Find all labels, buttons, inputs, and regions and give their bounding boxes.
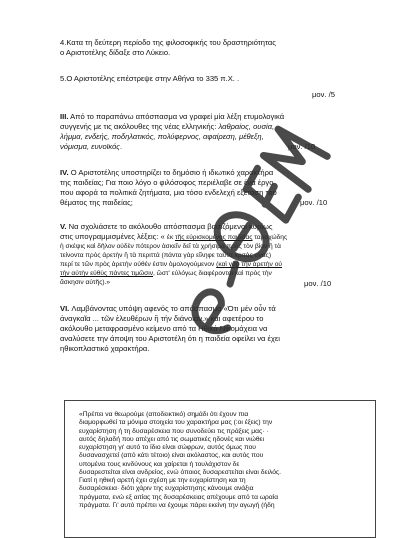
- quote-line: ευχαρίστηση ή τη δυσαρέσκεια που συνοδεύει τις πράξεις μας· ·: [79, 427, 269, 435]
- sec6-prompt-1: Λαμβάνοντας υπόψη αφενός το απόσπασμα «Ότι μέν οὖν τά: [71, 304, 276, 313]
- quote-box: [64, 400, 376, 538]
- sec5-prompt-2: στις υπογραμμισμένες λέξεις: «: [60, 232, 165, 241]
- sec5-greek-1-plain: ἐκ τῆς εὐρισκομένης παιδείας ταραχώδης: [166, 234, 288, 241]
- quote-line: υπομένει τους κινδύνους και χαίρεται ή τουλάχιστον δε: [79, 460, 240, 468]
- sec6-line-1: [60, 304, 378, 314]
- sec6-prompt-4: αναλύσετε την άποψη του Αριστοτέλη ότι η παιδεία οφείλει να έχει: [60, 334, 280, 343]
- sec6-label: VI.: [60, 304, 70, 313]
- sec5-greek-3: τείνοντα πρὸς ἀρετὴν ἢ τὰ περιττά (πάντα γὰρ εἴληφε ταῦτα κριτάς τινας): [60, 252, 272, 259]
- sec6-prompt-2: ἀναγκαῖα ... τῶν ἐλευθέρων ἢ τήν διάνοιαν.» και αφετέρου το: [60, 314, 264, 323]
- quote-line: Γιατί η ηθική αρετή έχει σχέση με την ευχαρίστηση και τη: [79, 477, 246, 484]
- sec3-words-2: λήμμα, ενδεής, ποδηλατικός, πολύφερνος, αφαίρεση, μέθεξη,: [60, 132, 264, 141]
- sec3-line-2: [60, 122, 378, 132]
- sec5-greek-6: ἄσκησιν αὐτῆς).»: [60, 279, 111, 286]
- sec5-greek-2: ἡ σκέψις καὶ δῆλον οὐδὲν πότερον ἀσκεῖν δεῖ τὰ χρήσιμα πρὸς τὸν βίον ἢ τὰ: [60, 243, 281, 250]
- sec3-words-1: λαθραίος, ουσία,: [218, 122, 275, 131]
- sec5-greek-4: περί τε τῶν πρὸς ἀρετὴν οὐθέν ἐστιν ὁμολογούμενον (καὶ γὰρ τὴν ἀρετὴν οὐ: [60, 261, 282, 268]
- sec3-prompt-1: Από το παραπάνω απόσπασμα να γραφεί μία λέξη ετυμολογικά: [70, 112, 285, 121]
- quote-line: αυτός δηλαδή που απέχει από τις σωματικές ηδονές και νιώθει: [79, 435, 265, 443]
- sec5-greek-underlined-1: τῆς εὐρισκομένης παιδείας: [174, 234, 253, 241]
- quote-line: ευχαρίστηση γι' αυτό το ίδιο είναι σώφρων, αυτός όμως που: [79, 444, 256, 451]
- sec5-label: V.: [60, 222, 67, 231]
- sec5-line-1: [60, 222, 378, 232]
- sec3-prompt-2: συγγενής με τις ακόλουθες της νέας ελληνικής:: [60, 122, 217, 131]
- quote-line: δυσαρέσκεια· διότι χάριν της ευχαρίστησης κάνουμε ανάξια: [79, 485, 254, 493]
- sec5-greek-5-rest: , ὥστ' εὐλόγως διαφέρονται καὶ πρὸς τὴν: [153, 270, 272, 277]
- sec5-prompt-1: Να σχολιάσετε το ακόλουθο απόσπασμα βασιζόμενοι κυρίως: [68, 222, 273, 231]
- sec4-prompt-2: της παιδείας; Για ποιο λόγο ο φιλόσοφος περιέλαβε σε ένα έργο: [60, 178, 274, 187]
- sec4-label: ΙV.: [60, 168, 69, 177]
- quote-line: πράγματα, ενώ εξ αιτίας της δυσαρέσκειας απέχουμε από τα ωραία: [79, 493, 279, 501]
- quote-line: «Πρέπει να θεωρούμε (αποδεικτικό) σημάδι ότι έχουν πια: [79, 411, 249, 418]
- q4-line-1: 4.Κατα τη δεύτερη περίοδο της φιλοσοφικής του δραστηριότητας: [60, 38, 276, 47]
- sec5-line-2: [60, 232, 378, 242]
- sec6-prompt-3: ακόλουθο μεταφρασμένο κείμενο από τα Ηθικά Νικομάχεια να: [60, 324, 268, 333]
- q5-text: 5.Ο Αριστοτέλης επέστρεψε στην Αθήνα το 335 π.Χ. .: [60, 74, 240, 83]
- sec4-prompt-3: που αφορά τα πολιτικά ζητήματα, μια τόσο ενδελεχή εξέταση του: [60, 188, 277, 197]
- sec3-marks: μον. /10: [288, 142, 316, 151]
- sec5-greek-underlined-2: (καὶ γὰρ τὴν ἀρετὴν οὐ: [216, 261, 282, 268]
- quote-line: δυσανασχετεί (από κάτι τέτοιο) είναι ακόλαστος, και αυτός που: [79, 452, 264, 460]
- sec3-line-4: [60, 142, 378, 152]
- sec5-marks: μον. /10: [304, 279, 332, 288]
- sec5-greek-5: [60, 270, 378, 278]
- sec4-line-1: [60, 168, 378, 178]
- q4-line-2: ο Αριστοτέλης δίδαξε στο Λύκειο.: [60, 48, 171, 57]
- quote-line: δυσαρεστείται είναι ανδρείος, ενώ όποιος δυσαρεστείται είναι δειλός.: [79, 468, 281, 476]
- sec6-prompt-5: ηθικοπλαστικό χαρακτήρα.: [60, 344, 150, 353]
- quote-line: πράγματα. Γι' αυτό πρέπει να έχουμε πάρει εκείνη την αγωγή (ήδη: [79, 501, 275, 509]
- sec4-marks: μον. /10: [300, 198, 328, 207]
- sec4-prompt-1: Ο Αριστοτέλης υποστηρίζει το δημόσιο ή ιδιωτικό χαρακτήρα: [70, 168, 274, 177]
- sec5-greek-underlined-3: τὴν αὐτὴν εὐθὺς πάντες τιμῶσιν: [60, 270, 154, 277]
- q5-marks: μον. /5: [312, 90, 335, 99]
- sec3-line-1: [60, 112, 378, 122]
- sec3-label: ΙΙΙ.: [60, 112, 69, 121]
- sec4-prompt-4: θέματος της παιδείας;: [60, 198, 133, 207]
- sec3-period: .: [120, 142, 123, 151]
- quote-line: διαμορφωθεί τα μόνιμα στοιχεία του χαρακτήρα μας (:οι έξεις) την: [79, 419, 273, 427]
- sec3-words-3: νόμισμα, ευνοϊκός: [60, 142, 120, 151]
